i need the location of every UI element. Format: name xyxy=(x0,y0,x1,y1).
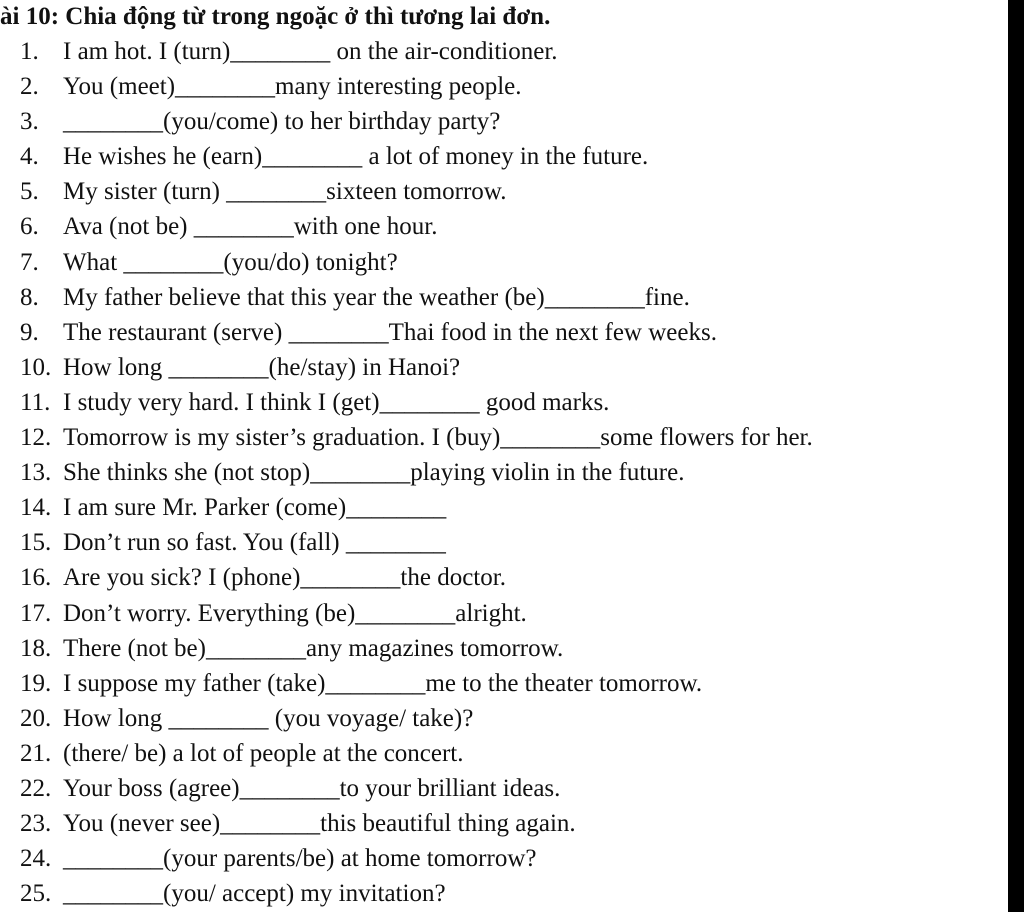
item-text: You (meet)________many interesting people. xyxy=(63,73,522,101)
item-text: ________(you/ accept) my invitation? xyxy=(63,880,446,908)
item-text: Your boss (agree)________to your brilliant ideas. xyxy=(63,774,561,802)
item-text: The restaurant (serve) ________Thai food in the next few weeks. xyxy=(63,318,717,346)
item-text: (there/ be) a lot of people at the concert. xyxy=(63,739,464,767)
item-text: My father believe that this year the weather (be)________fine. xyxy=(63,283,690,311)
item-number: 15. xyxy=(20,529,52,557)
item-number: 14. xyxy=(20,494,52,522)
item-number: 9. xyxy=(20,318,39,346)
item-number: 16. xyxy=(20,564,52,592)
item-text: How long ________ (you voyage/ take)? xyxy=(63,704,474,732)
item-text: I am sure Mr. Parker (come)________ xyxy=(63,494,447,522)
item-text: Are you sick? I (phone)________the doctor. xyxy=(63,564,506,592)
item-number: 4. xyxy=(20,143,39,171)
item-number: 3. xyxy=(20,108,39,136)
item-text: There (not be)________any magazines tomorrow. xyxy=(63,634,564,662)
item-text: I study very hard. I think I (get)________ good marks. xyxy=(63,388,610,416)
item-text: My sister (turn) ________sixteen tomorrow. xyxy=(63,178,507,206)
item-number: 17. xyxy=(20,599,52,627)
page-edge-border xyxy=(1008,0,1024,912)
item-text: Don’t worry. Everything (be)________alright. xyxy=(63,599,527,627)
item-text: Tomorrow is my sister’s graduation. I (buy)________some flowers for her. xyxy=(63,424,813,452)
item-number: 20. xyxy=(20,704,52,732)
item-text: Ava (not be) ________with one hour. xyxy=(63,213,438,241)
item-text: I suppose my father (take)________me to the theater tomorrow. xyxy=(63,669,703,697)
item-number: 13. xyxy=(20,459,52,487)
item-number: 2. xyxy=(20,73,39,101)
item-number: 25. xyxy=(20,880,52,908)
item-number: 1. xyxy=(20,38,39,65)
item-text: He wishes he (earn)________ a lot of money in the future. xyxy=(63,143,649,171)
item-number: 10. xyxy=(20,353,52,381)
item-number: 5. xyxy=(20,178,39,206)
item-number: 18. xyxy=(20,634,52,662)
item-text: Don’t run so fast. You (fall) ________ xyxy=(63,529,446,557)
item-text: ________(your parents/be) at home tomorrow? xyxy=(63,845,537,873)
item-number: 6. xyxy=(20,213,39,241)
exercise-title: ài 10: Chia động từ trong ngoặc ở thì tương lai đơn. xyxy=(0,3,551,30)
item-text: You (never see)________this beautiful thing again. xyxy=(63,810,576,838)
item-number: 19. xyxy=(20,669,52,697)
item-number: 12. xyxy=(20,424,52,452)
item-number: 11. xyxy=(20,388,51,416)
item-number: 22. xyxy=(20,774,52,802)
item-text: What ________(you/do) tonight? xyxy=(63,248,398,276)
item-text: How long ________(he/stay) in Hanoi? xyxy=(63,353,461,381)
item-number: 7. xyxy=(20,248,39,276)
item-number: 8. xyxy=(20,283,39,311)
item-number: 24. xyxy=(20,845,52,873)
item-number: 23. xyxy=(20,810,52,838)
item-number: 21. xyxy=(20,739,52,767)
item-text: ________(you/come) to her birthday party? xyxy=(63,108,501,136)
item-text: She thinks she (not stop)________playing violin in the future. xyxy=(63,459,685,487)
item-text: I am hot. I (turn)________ on the air-conditioner. xyxy=(63,38,558,65)
